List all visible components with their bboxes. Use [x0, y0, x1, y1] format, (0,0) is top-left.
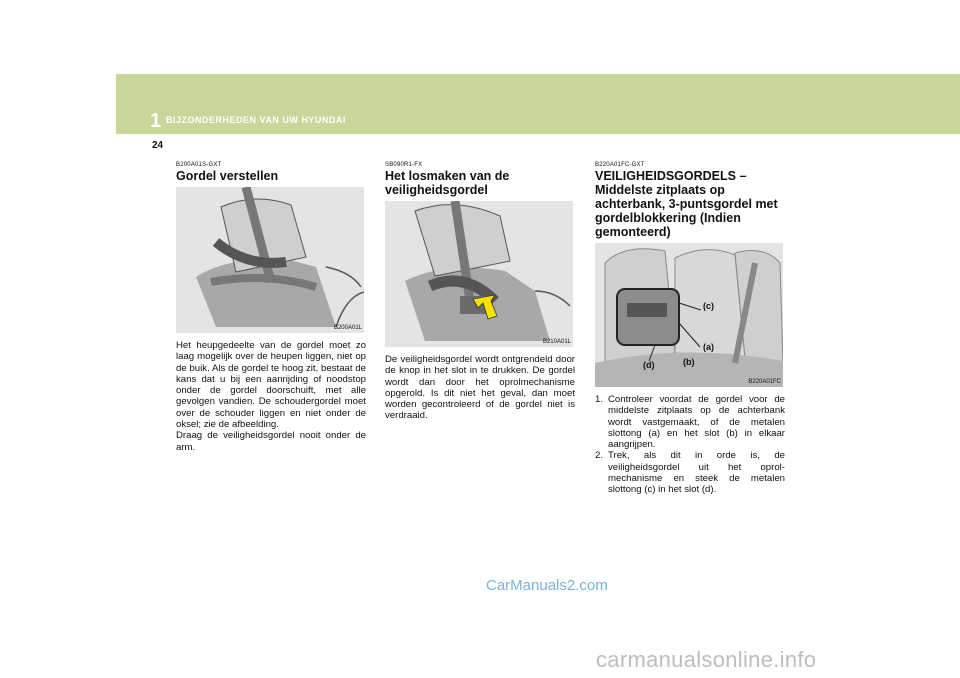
page-number: 24 [152, 140, 164, 151]
belt-release-illustration [385, 201, 573, 347]
step-text: Controleer voordat de gordel voor de middelste zitplaats op de achterbank wordt vastgemaakt, of de metalen slottong (a) en het slot (b) in elkaar aangrijpen. [608, 394, 785, 451]
section-adjust-belt [176, 162, 366, 453]
figure-code: B200A01L [333, 325, 362, 331]
section-center-rear-belt [595, 162, 785, 496]
chapter-header-band [116, 74, 960, 134]
section-code: B220A01FC-GXT [595, 162, 645, 168]
step-item [595, 450, 785, 495]
paragraph: Het heupgedeelte van de gordel moet zo laag mogelijk over de heupen liggen, niet op de buik. Als de gordel te hoog zit, bestaat de kans dat u bij een aanrijding of noodstop onder de gordel doorschuift, met alle gevolgen vandien. De schoudergordel moet over de schouder liggen en niet onder de oksel; zie de afbeelding. [176, 340, 366, 431]
footer-watermark: carmanualsonline.info [596, 647, 817, 672]
chapter-title: BIJZONDERHEDEN VAN UW HYUNDAI [166, 115, 346, 125]
paragraph: Draag de veiligheidsgordel nooit onder de arm. [176, 430, 366, 453]
label-a: (a) [703, 342, 714, 352]
figure-code: B220A01FC [748, 379, 781, 385]
figure-belt-adjust [176, 187, 364, 333]
step-number: 1. [595, 394, 604, 405]
instruction-steps [595, 394, 785, 496]
figure-belt-release [385, 201, 573, 347]
section-body [385, 354, 575, 422]
section-code: SB090R1-FX [385, 162, 423, 168]
label-b: (b) [683, 357, 695, 367]
section-body [176, 340, 366, 453]
section-release-belt [385, 162, 575, 422]
section-heading: VEILIGHEIDSGORDELS – Middelste zitplaats op achterbank, 3-puntsgordel met gordelblokkering (Indien gemonteerd) [595, 169, 778, 239]
chapter-number: 1 [150, 110, 162, 132]
paragraph: De veiligheidsgordel wordt ontgrendeld door de knop in het slot in te drukken. De gordel wordt dan door het oprolmechanisme opgerold. Is dit niet het geval, dan moet worden gecontroleerd of de gordel niet is verdraaid. [385, 354, 575, 422]
section-code: B200A01S-GXT [176, 162, 222, 168]
label-c: (c) [703, 301, 714, 311]
step-item [595, 394, 785, 450]
figure-rear-seat [595, 243, 783, 387]
watermark-link[interactable]: CarManuals2.com [486, 577, 608, 594]
section-heading: Het losmaken van de veiligheidsgordel [385, 169, 510, 197]
figure-code: B210A01L [542, 339, 571, 345]
step-number: 2. [595, 450, 604, 462]
label-d: (d) [643, 360, 655, 370]
step-text: Trek, als dit in orde is, de veiligheidsgordel uit het oprol-mechanisme en steek de metalen slottong (c) in het slot (d). [608, 450, 785, 496]
seated-person-illustration [176, 187, 364, 333]
section-heading: Gordel verstellen [176, 169, 279, 183]
